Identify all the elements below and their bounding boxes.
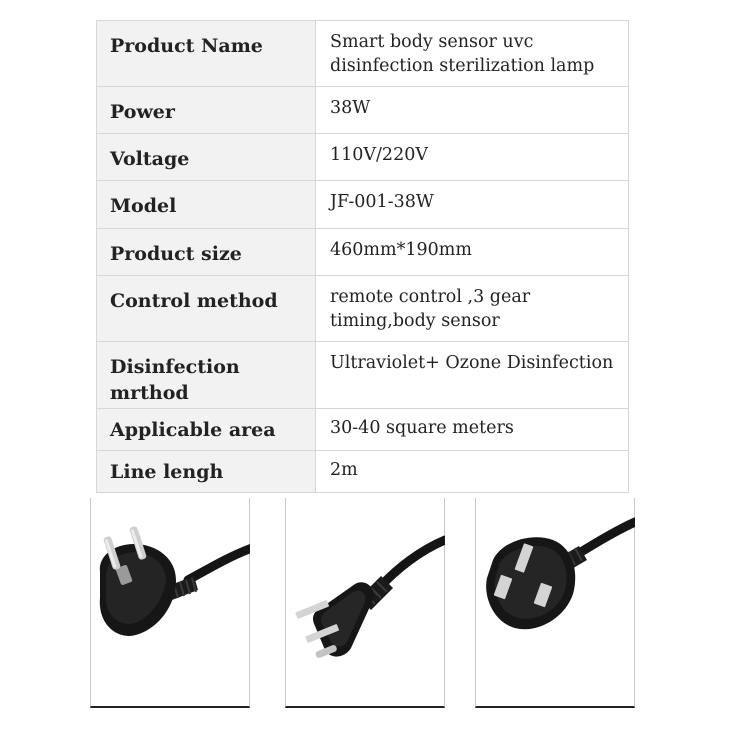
- spec-label: Disinfection mrthod: [97, 342, 316, 409]
- plug-gallery: [90, 498, 640, 710]
- table-row: [97, 342, 629, 409]
- us-plug-icon: [285, 498, 445, 708]
- table-row: [97, 87, 629, 134]
- spec-value: 460mm*190mm: [316, 229, 629, 276]
- spec-value: JF-001-38W: [316, 181, 629, 229]
- spec-label: Control method: [97, 276, 316, 342]
- spec-label: Product Name: [97, 21, 316, 87]
- table-row: [97, 21, 629, 87]
- spec-label: Line lengh: [97, 451, 316, 493]
- spec-value: 110V/220V: [316, 134, 629, 181]
- table-row: [97, 229, 629, 276]
- spec-value: Ultraviolet+ Ozone Disinfection: [316, 342, 629, 409]
- spec-label: Applicable area: [97, 409, 316, 451]
- spec-value: remote control ,3 gear timing,body sensor: [316, 276, 629, 342]
- spec-value: 30-40 square meters: [316, 409, 629, 451]
- plug-photo-uk: [475, 498, 635, 708]
- table-row: [97, 451, 629, 493]
- spec-label: Product size: [97, 229, 316, 276]
- spec-value: 38W: [316, 87, 629, 134]
- spec-label: Model: [97, 181, 316, 229]
- spec-label: Voltage: [97, 134, 316, 181]
- plug-photo-us: [285, 498, 445, 708]
- uk-plug-icon: [475, 498, 635, 708]
- table-row: [97, 409, 629, 451]
- spec-value: Smart body sensor uvc disinfection sterilization lamp: [316, 21, 629, 87]
- spec-value: 2m: [316, 451, 629, 493]
- table-row: [97, 181, 629, 229]
- plug-photo-eu: [90, 498, 250, 708]
- spec-table: [96, 20, 629, 493]
- eu-plug-icon: [90, 498, 250, 708]
- table-row: [97, 276, 629, 342]
- spec-label: Power: [97, 87, 316, 134]
- table-row: [97, 134, 629, 181]
